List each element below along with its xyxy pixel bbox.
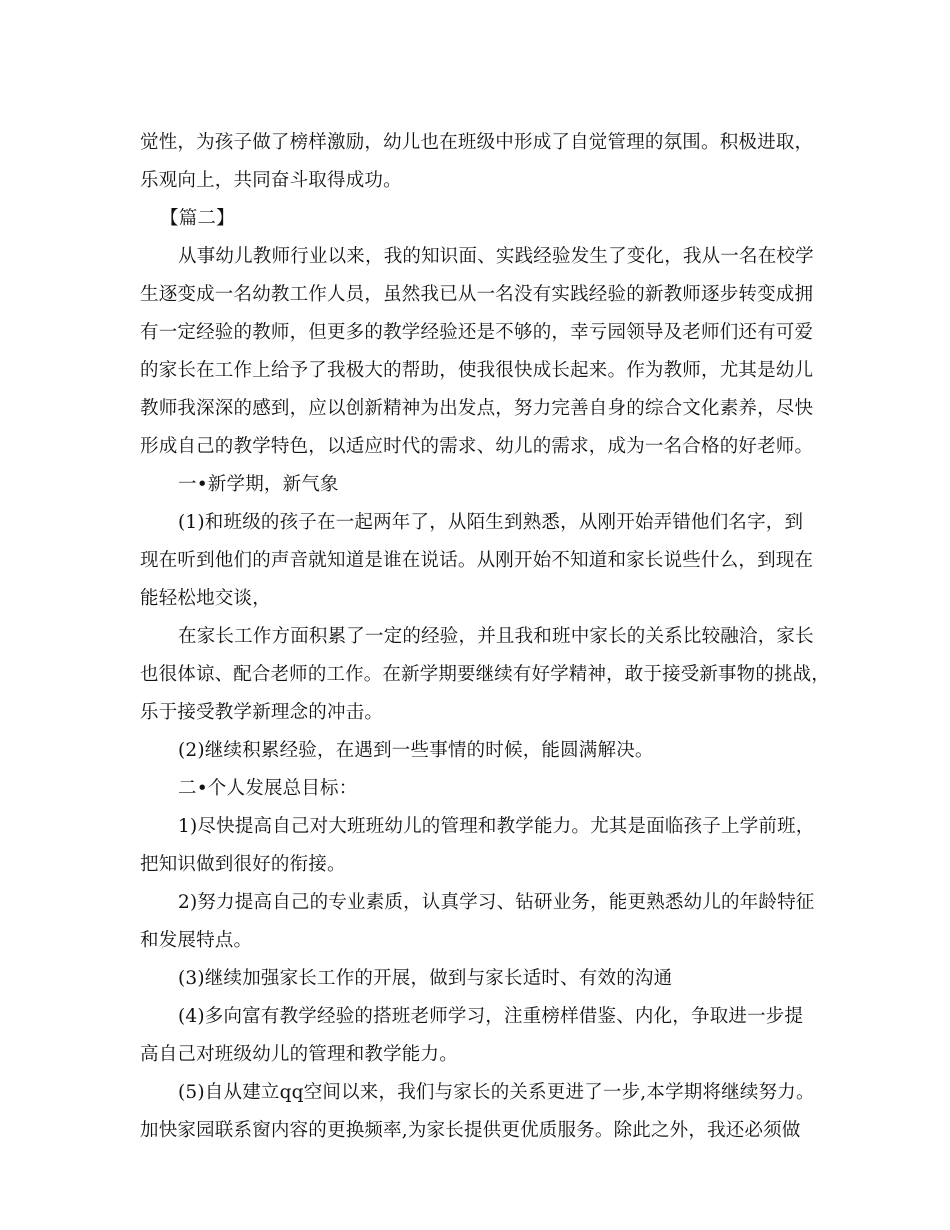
subsection-heading: 二•个人发展总目标： (178, 778, 358, 799)
text-line: 把知识做到很好的衔接。 (140, 854, 346, 875)
text-line: 觉性，为孩子做了榜样激励，幼儿也在班级中形成了自觉管理的氛围。积极进取， (140, 132, 814, 153)
text-line: 高自己对班级幼儿的管理和教学能力。 (140, 1044, 458, 1065)
text-line: 现在听到他们的声音就知道是谁在说话。从刚开始不知道和家长说些什么，到现在 (140, 550, 814, 571)
text-line: 1)尽快提高自己对大班班幼儿的管理和教学能力。尤其是面临孩子上学前班， (178, 816, 815, 837)
text-line: 从事幼儿教师行业以来，我的知识面、实践经验发生了变化，我从一名在校学 (178, 246, 814, 267)
text-line: (1)和班级的孩子在一起两年了，从陌生到熟悉，从刚开始弄错他们名字，到 (178, 512, 804, 533)
text-line: 形成自己的教学特色，以适应时代的需求、幼儿的需求，成为一名合格的好老师。 (140, 436, 814, 457)
text-line: 乐观向上，共同奋斗取得成功。 (140, 170, 402, 191)
text-line: 教师我深深的感到，应以创新精神为出发点，努力完善自身的综合文化素养，尽快 (140, 398, 814, 419)
text-line: 的家长在工作上给予了我极大的帮助，使我很快成长起来。作为教师，尤其是幼儿 (140, 360, 814, 381)
text-line: (5)自从建立qq空间以来，我们与家长的关系更进了一步,本学期将继续努力。 (178, 1082, 815, 1103)
text-line: (3)继续加强家长工作的开展，做到与家长适时、有效的沟通 (178, 968, 673, 989)
text-line: 2)努力提高自己的专业素质，认真学习、钻研业务，能更熟悉幼儿的年龄特征 (178, 892, 815, 913)
text-line: 生逐变成一名幼教工作人员，虽然我已从一名没有实践经验的新教师逐步转变成拥 (140, 284, 814, 305)
text-line: 加快家园联系窗内容的更换频率,为家长提供更优质服务。除此之外，我还必须做 (140, 1120, 801, 1141)
text-line: 能轻松地交谈， (140, 588, 271, 609)
section-heading: 【篇二】 (160, 208, 235, 229)
text-line: (4)多向富有教学经验的搭班老师学习，注重榜样借鉴、内化，争取进一步提 (178, 1006, 804, 1027)
text-line: 在家长工作方面积累了一定的经验，并且我和班中家长的关系比较融洽，家长 (178, 626, 814, 647)
text-line: 也很体谅、配合老师的工作。在新学期要继续有好学精神，敢于接受新事物的挑战， (140, 664, 830, 685)
text-line: 和发展特点。 (140, 930, 253, 951)
subsection-heading: 一•新学期，新气象 (178, 474, 339, 495)
text-line: (2)继续积累经验，在遇到一些事情的时候，能圆满解决。 (178, 740, 654, 761)
text-line: 乐于接受教学新理念的冲击。 (140, 702, 384, 723)
text-line: 有一定经验的教师，但更多的教学经验还是不够的，幸亏园领导及老师们还有可爱 (140, 322, 814, 343)
